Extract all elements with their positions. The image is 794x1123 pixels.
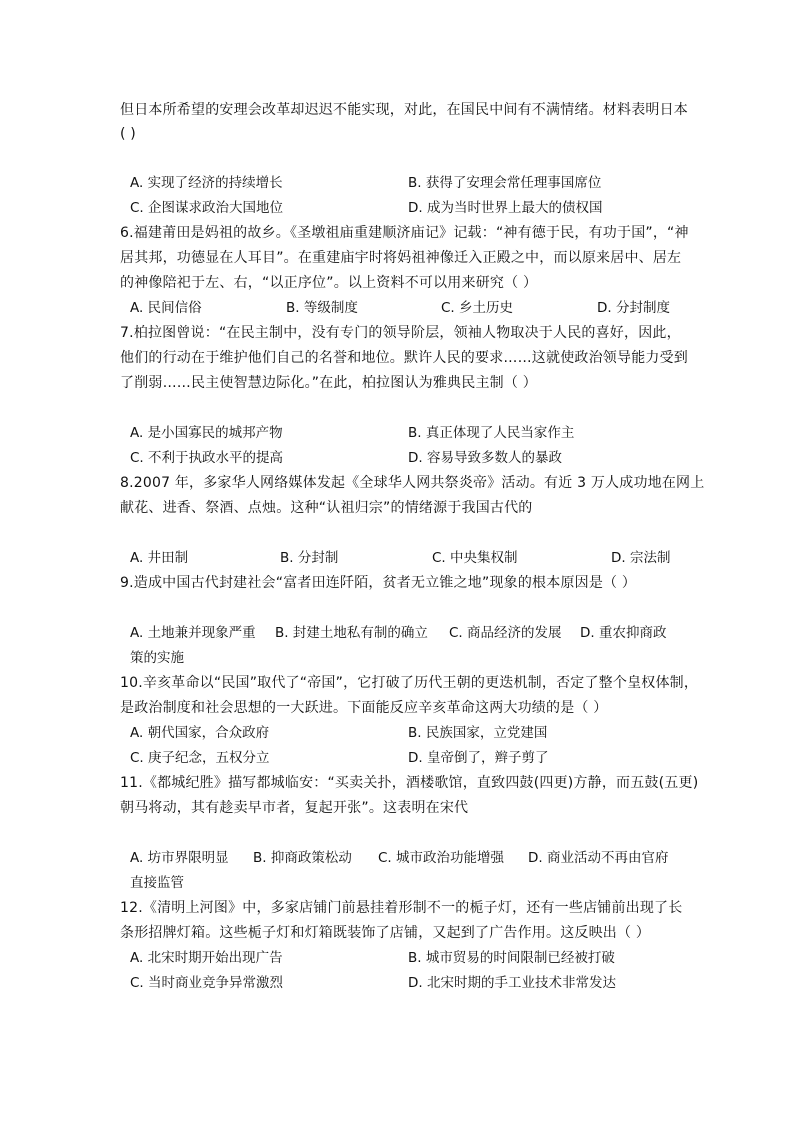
option-a[interactable]: A. 朝代国家，合众政府 — [130, 725, 270, 741]
option-a[interactable]: A. 民间信俗 — [130, 300, 202, 316]
option-a[interactable]: A. 是小国寡民的城邦产物 — [130, 425, 283, 441]
option-d[interactable]: D. 北宋时期的手工业技术非常发达 — [408, 975, 616, 991]
question-8-line: 8.2007 年，多家华人网络媒体发起《全球华人网共祭炎帝》活动。有近 3 万人成功地在网上 — [120, 475, 705, 491]
option-c[interactable]: C. 乡土历史 — [441, 300, 514, 316]
question-6-line: 居其邦，功德显在人耳目”。在重建庙宇时将妈祖神像迁入正殿之中，而以原来居中、居左 — [120, 250, 682, 266]
intro-line: 但日本所希望的安理会改革却迟迟不能实现，对此，在国民中间有不满情绪。材料表明日本 — [120, 102, 688, 118]
option-a[interactable]: A. 北宋时期开始出现广告 — [130, 950, 283, 966]
option-a[interactable]: A. 坊市界限明显 — [130, 850, 229, 866]
option-b[interactable]: B. 等级制度 — [286, 300, 358, 316]
option-c[interactable]: C. 城市政治功能增强 — [378, 850, 505, 866]
option-c[interactable]: C. 商品经济的发展 — [449, 625, 562, 641]
question-6-line: 的神像陪祀于左、右，“以正序位”。以上资料不可以用来研究（ ） — [120, 275, 538, 291]
option-b[interactable]: B. 封建土地私有制的确立 — [275, 625, 428, 641]
option-b[interactable]: B. 抑商政策松动 — [253, 850, 352, 866]
option-a[interactable]: A. 实现了经济的持续增长 — [130, 175, 283, 191]
option-d[interactable]: D. 容易导致多数人的暴政 — [408, 450, 562, 466]
question-7-line: 他们的行动在于维护他们自己的名誉和地位。默许人民的要求……这就使政治领导能力受到 — [120, 350, 688, 366]
intro-blank: ( ) — [120, 126, 136, 142]
question-8-line: 献花、进香、祭酒、点烛。这种“认祖归宗”的情绪源于我国古代的 — [120, 500, 533, 516]
question-12-line: 条形招牌灯箱。这些栀子灯和灯箱既装饰了店铺，又起到了广告作用。这反映出（ ） — [120, 925, 651, 941]
option-c[interactable]: C. 当时商业竞争异常激烈 — [130, 975, 284, 991]
option-d[interactable]: D. 宗法制 — [611, 550, 671, 566]
option-a[interactable]: A. 土地兼并现象严重 — [130, 625, 256, 641]
question-7-line: 了削弱……民主使智慧边际化。”在此，柏拉图认为雅典民主制（ ） — [120, 375, 537, 391]
question-12-line: 12.《清明上河图》中，多家店铺门前悬挂着形制不一的栀子灯，还有一些店铺前出现了长 — [120, 900, 683, 916]
option-c[interactable]: C. 中央集权制 — [432, 550, 518, 566]
option-b[interactable]: B. 获得了安理会常任理事国席位 — [408, 175, 602, 191]
option-b[interactable]: B. 城市贸易的时间限制已经被打破 — [408, 950, 615, 966]
option-b[interactable]: B. 分封制 — [280, 550, 339, 566]
option-a[interactable]: A. 井田制 — [130, 550, 189, 566]
question-11-line: 朝马将动，其有趁卖早市者，复起开张”。这表明在宋代 — [120, 800, 469, 816]
option-d[interactable]: D. 重农抑商政 — [580, 625, 667, 641]
option-b[interactable]: B. 民族国家，立党建国 — [408, 725, 548, 741]
option-c[interactable]: C. 不利于执政水平的提高 — [130, 450, 284, 466]
question-6-line: 6.福建莆田是妈祖的故乡。《圣墩祖庙重建顺济庙记》记载：“神有德于民，有功于国”，“神 — [120, 225, 689, 241]
question-7-line: 7.柏拉图曾说：“在民主制中，没有专门的领导阶层，领袖人物取决于人民的喜好，因此， — [120, 325, 681, 341]
option-c[interactable]: C. 企图谋求政治大国地位 — [130, 200, 284, 216]
question-11-line: 11.《都城纪胜》描写都城临安：“买卖关扑，酒楼歌馆，直致四鼓(四更)方静，而五鼓(五更) — [120, 775, 699, 791]
question-10-line: 10.辛亥革命以“民国”取代了“帝国”，它打破了历代王朝的更迭机制，否定了整个皇权体制， — [120, 675, 699, 691]
option-d-continued: 策的实施 — [130, 650, 184, 666]
question-9-line: 9.造成中国古代封建社会“富者田连阡陌，贫者无立锥之地”现象的根本原因是（ ） — [120, 575, 637, 591]
option-b[interactable]: B. 真正体现了人民当家作主 — [408, 425, 575, 441]
option-d-continued: 直接监管 — [130, 875, 184, 891]
option-d[interactable]: D. 皇帝倒了，辫子剪了 — [408, 750, 549, 766]
option-d[interactable]: D. 分封制度 — [597, 300, 670, 316]
option-d[interactable]: D. 成为当时世界上最大的债权国 — [408, 200, 603, 216]
question-10-line: 是政治制度和社会思想的一大跃进。下面能反应辛亥革命这两大功绩的是（ ） — [120, 700, 608, 716]
option-c[interactable]: C. 庚子纪念，五权分立 — [130, 750, 270, 766]
option-d[interactable]: D. 商业活动不再由官府 — [528, 850, 669, 866]
